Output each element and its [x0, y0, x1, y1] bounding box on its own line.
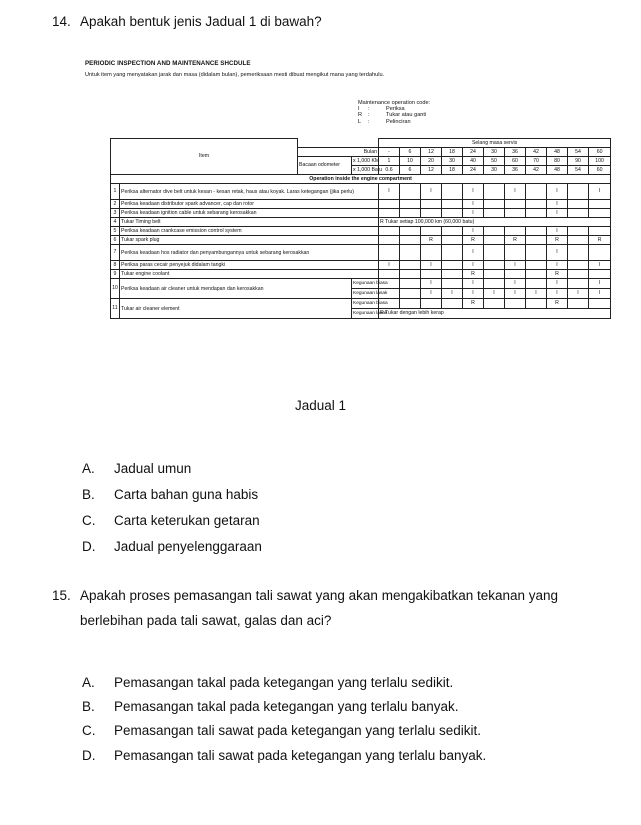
- table-cell: Kegunaan biasa: [352, 299, 379, 309]
- table-cell: [505, 200, 526, 209]
- table-cell: [589, 200, 611, 209]
- table-cell: I: [589, 184, 611, 200]
- table-row: [111, 200, 611, 209]
- table-cell: [400, 261, 421, 270]
- odometer-label: Bacaan odometer: [298, 157, 352, 175]
- table-cell: 3: [111, 209, 120, 218]
- table-cell: [526, 184, 547, 200]
- table-cell: 0.6: [379, 166, 400, 175]
- legend-text: :: [368, 106, 370, 113]
- schedule-title: PERIODIC INSPECTION AND MAINTENANCE SHCDULE: [85, 60, 251, 67]
- table-cell: Kegunaan lasak: [352, 289, 379, 299]
- option-letter: D.: [82, 748, 96, 763]
- table-cell: 50: [484, 157, 505, 166]
- table-caption: Jadual 1: [294, 398, 347, 413]
- table-cell: 1: [379, 157, 400, 166]
- table-cell: 24: [463, 166, 484, 175]
- table-row: [111, 245, 611, 261]
- table-cell: I: [505, 184, 526, 200]
- table-cell: I: [463, 245, 484, 261]
- table-cell: 36: [505, 166, 526, 175]
- table-cell: I: [547, 289, 568, 299]
- table-cell: I: [484, 289, 505, 299]
- table-cell: I: [568, 289, 589, 299]
- table-cell: [442, 279, 463, 289]
- table-cell: I: [463, 184, 484, 200]
- table-cell: x 1,000 KM: [353, 157, 380, 164]
- table-cell: I: [463, 261, 484, 270]
- table-cell: Tukar Timing belt: [120, 218, 379, 227]
- table-cell: Periksa keadaan air cleaner untuk mendapan dan kerosakkan: [120, 279, 352, 299]
- table-row: [111, 279, 611, 289]
- table-cell: [484, 184, 505, 200]
- table-cell: [379, 270, 400, 279]
- table-cell: [484, 227, 505, 236]
- table-cell: 30: [484, 148, 505, 157]
- table-cell: 100: [589, 157, 611, 166]
- table-cell: Tukar air cleaner element: [120, 299, 352, 319]
- table-cell: R: [547, 299, 568, 309]
- question-number: 15.: [52, 588, 71, 603]
- legend-heading: Maintenance operation code:: [358, 100, 431, 106]
- table-cell: 36: [505, 148, 526, 157]
- table-cell: I: [421, 289, 442, 299]
- table-cell: [505, 245, 526, 261]
- table-cell: [421, 200, 442, 209]
- table-cell: [400, 299, 421, 309]
- table-cell: 6: [400, 148, 421, 157]
- table-cell: I: [589, 261, 611, 270]
- option-letter: C.: [82, 723, 96, 738]
- option-text: Carta bahan guna habis: [114, 487, 259, 502]
- table-cell: I: [442, 289, 463, 299]
- option-text: Pemasangan tali sawat pada ketegangan yang terlalu banyak.: [114, 748, 487, 763]
- option-text: Pemasangan tali sawat pada ketegangan yang terlalu sedikit.: [114, 723, 481, 738]
- table-cell: I: [463, 209, 484, 218]
- option-text: Jadual penyelenggaraan: [114, 539, 262, 554]
- table-cell: I: [547, 209, 568, 218]
- table-cell: [589, 209, 611, 218]
- table-cell: 90: [568, 157, 589, 166]
- table-cell: [400, 236, 421, 245]
- table-cell: Tukar spark plug: [120, 236, 379, 245]
- table-cell: 18: [442, 166, 463, 175]
- table-cell: [484, 270, 505, 279]
- table-cell: 24: [463, 148, 484, 157]
- option-letter: B.: [82, 699, 95, 714]
- table-cell: Periksa keadaan hos radiator dan penyambungannya untuk sebarang kerosakkan: [120, 245, 379, 261]
- table-cell: I: [547, 227, 568, 236]
- table-cell: [589, 270, 611, 279]
- table-cell: 60: [505, 157, 526, 166]
- table-cell: 30: [484, 166, 505, 175]
- table-cell: 60: [589, 166, 611, 175]
- table-cell: Periksa keadaan crankcase emission control system: [120, 227, 379, 236]
- table-cell: 6: [111, 236, 120, 245]
- table-row: [111, 261, 611, 270]
- table-cell: [568, 209, 589, 218]
- table-cell: [379, 209, 400, 218]
- table-cell: 4: [111, 218, 120, 227]
- legend-text: :: [368, 112, 370, 119]
- table-cell: [442, 245, 463, 261]
- table-cell: I: [463, 289, 484, 299]
- table-cell: [442, 236, 463, 245]
- table-cell: [400, 227, 421, 236]
- table-cell: [421, 245, 442, 261]
- table-cell: R Tukar dengan lebih kerap: [379, 309, 611, 319]
- question-text: Apakah bentuk jenis Jadual 1 di bawah?: [80, 14, 322, 29]
- table-cell: R: [589, 236, 611, 245]
- table-cell: I: [547, 184, 568, 200]
- table-cell: I: [463, 227, 484, 236]
- table-cell: x 1,000 Batu: [353, 166, 383, 173]
- table-cell: 20: [421, 157, 442, 166]
- table-cell: [568, 236, 589, 245]
- schedule-subtitle: Untuk item yang menyatakan jarak dan masa (didalam bulan), pemeriksaan mesti dibuat mengikut mana yang terdahulu.: [85, 72, 385, 78]
- table-cell: [400, 200, 421, 209]
- table-cell: [526, 270, 547, 279]
- table-cell: I: [589, 279, 611, 289]
- table-cell: [505, 299, 526, 309]
- legend-text: :: [368, 118, 370, 125]
- table-cell: I: [421, 261, 442, 270]
- table-cell: [442, 270, 463, 279]
- table-cell: [526, 261, 547, 270]
- option-text: Pemasangan takal pada ketegangan yang terlalu sedikit.: [114, 675, 454, 690]
- table-cell: R: [505, 236, 526, 245]
- table-cell: [379, 245, 400, 261]
- table-cell: 42: [526, 148, 547, 157]
- table-cell: [484, 261, 505, 270]
- question-number: 14.: [52, 14, 71, 29]
- table-row: [111, 299, 611, 309]
- table-cell: R: [463, 236, 484, 245]
- legend-text: Tukar atau ganti: [386, 112, 427, 119]
- table-cell: I: [547, 245, 568, 261]
- table-cell: R: [547, 270, 568, 279]
- option-letter: C.: [82, 513, 96, 528]
- table-cell: 6: [400, 166, 421, 175]
- table-cell: Tukar engine coolant: [120, 270, 379, 279]
- table-cell: [442, 227, 463, 236]
- table-cell: [421, 299, 442, 309]
- table-cell: [421, 209, 442, 218]
- table-cell: [442, 299, 463, 309]
- table-cell: [526, 209, 547, 218]
- table-cell: [526, 299, 547, 309]
- table-cell: [589, 227, 611, 236]
- option-letter: B.: [82, 487, 95, 502]
- table-cell: [568, 227, 589, 236]
- table-cell: I: [547, 261, 568, 270]
- table-cell: [400, 209, 421, 218]
- table-cell: [442, 209, 463, 218]
- bulan-label: Bulan: [298, 148, 379, 157]
- table-cell: [379, 236, 400, 245]
- table-cell: [568, 245, 589, 261]
- question-text: Apakah proses pemasangan tali sawat yang akan mengakibatkan tekanan yang: [80, 588, 559, 603]
- table-cell: Periksa keadaan ignition cable untuk sebarang kerosakkan: [120, 209, 379, 218]
- table-row: [111, 227, 611, 236]
- table-cell: [526, 200, 547, 209]
- table-cell: R: [463, 270, 484, 279]
- table-cell: [400, 289, 421, 299]
- table-cell: [421, 227, 442, 236]
- table-row: [111, 218, 611, 227]
- legend-text: Periksa: [386, 106, 405, 113]
- table-cell: [379, 200, 400, 209]
- table-cell: [526, 227, 547, 236]
- interval-header: Selang masa servis: [379, 139, 611, 148]
- table-cell: I: [421, 279, 442, 289]
- table-cell: [526, 245, 547, 261]
- table-cell: I: [379, 184, 400, 200]
- table-cell: I: [463, 279, 484, 289]
- table-cell: [568, 184, 589, 200]
- table-cell: [400, 184, 421, 200]
- table-cell: I: [547, 279, 568, 289]
- table-cell: [568, 279, 589, 289]
- table-cell: 42: [526, 166, 547, 175]
- table-cell: R: [547, 236, 568, 245]
- option-letter: A.: [82, 675, 95, 690]
- table-cell: I: [379, 261, 400, 270]
- table-cell: 5: [111, 227, 120, 236]
- legend-text: L: [358, 118, 362, 125]
- table-cell: 80: [547, 157, 568, 166]
- table-cell: 12: [421, 166, 442, 175]
- table-cell: [400, 270, 421, 279]
- table-cell: 1: [111, 184, 120, 200]
- table-cell: 54: [568, 166, 589, 175]
- table-cell: [589, 299, 611, 309]
- table-cell: 10: [111, 279, 120, 299]
- table-cell: R: [463, 299, 484, 309]
- table-cell: I: [505, 261, 526, 270]
- table-cell: [484, 279, 505, 289]
- table-cell: [568, 200, 589, 209]
- table-cell: [442, 184, 463, 200]
- table-cell: 7: [111, 245, 120, 261]
- table-cell: [526, 236, 547, 245]
- option-text: Carta keterukan getaran: [114, 513, 260, 528]
- table-cell: 30: [442, 157, 463, 166]
- table-cell: [400, 279, 421, 289]
- item-header: Item: [111, 139, 298, 175]
- legend-text: Pelinciran: [386, 118, 411, 125]
- table-row: [111, 209, 611, 218]
- table-cell: [442, 200, 463, 209]
- table-cell: 40: [463, 157, 484, 166]
- schedule-table: [110, 138, 611, 319]
- table-cell: [589, 245, 611, 261]
- table-cell: 60: [589, 148, 611, 157]
- table-cell: [421, 270, 442, 279]
- table-cell: 9: [111, 270, 120, 279]
- table-cell: 11: [111, 299, 120, 319]
- table-row: [111, 184, 611, 200]
- table-cell: 2: [111, 200, 120, 209]
- table-cell: [484, 236, 505, 245]
- table-cell: Periksa alternator dive belt untuk kesan - kesan retak, haus atau koyak. Laras ketegangan (jika perlu): [120, 184, 379, 200]
- table-cell: 48: [547, 148, 568, 157]
- table-cell: [442, 261, 463, 270]
- table-cell: [505, 209, 526, 218]
- table-row: [111, 236, 611, 245]
- table-cell: [484, 245, 505, 261]
- option-text: Jadual umun: [114, 461, 192, 476]
- table-row: [111, 270, 611, 279]
- table-cell: Periksa keadaan distributor spark advancer, cap dan rotor: [120, 200, 379, 209]
- table-cell: [484, 200, 505, 209]
- table-cell: [298, 139, 379, 148]
- table-cell: [379, 227, 400, 236]
- table-cell: -: [379, 148, 400, 157]
- table-cell: I: [421, 184, 442, 200]
- table-cell: Kegunaan lasak: [352, 309, 379, 319]
- table-cell: [526, 279, 547, 289]
- table-cell: [568, 261, 589, 270]
- table-cell: 12: [421, 148, 442, 157]
- option-letter: A.: [82, 461, 95, 476]
- section-heading: Operation inside the engine compartment: [111, 175, 611, 184]
- table-cell: [505, 270, 526, 279]
- table-cell: Periksa paras cecair penyejuk didalam tangki: [120, 261, 379, 270]
- table-cell: 54: [568, 148, 589, 157]
- legend-row: [358, 119, 430, 125]
- table-cell: [505, 227, 526, 236]
- table-cell: 10: [400, 157, 421, 166]
- table-cell: I: [463, 200, 484, 209]
- header-row: [111, 139, 611, 148]
- table-cell: I: [505, 289, 526, 299]
- table-cell: [568, 270, 589, 279]
- table-cell: [400, 245, 421, 261]
- table-cell: Kegunaan biasa: [352, 279, 379, 289]
- legend-text: R: [358, 112, 363, 119]
- option-letter: D.: [82, 539, 96, 554]
- table-cell: I: [589, 289, 611, 299]
- option-text: Pemasangan takal pada ketegangan yang terlalu banyak.: [114, 699, 459, 714]
- table-cell: I: [505, 279, 526, 289]
- table-cell: R: [421, 236, 442, 245]
- question-text: berlebihan pada tali sawat, galas dan aci?: [80, 613, 332, 628]
- table-cell: 8: [111, 261, 120, 270]
- section-row: [111, 175, 611, 184]
- legend-text: I: [358, 106, 360, 113]
- table-cell: 70: [526, 157, 547, 166]
- table-cell: [568, 299, 589, 309]
- maintenance-code-legend: [358, 100, 430, 125]
- table-cell: [484, 299, 505, 309]
- table-cell: 18: [442, 148, 463, 157]
- table-cell: I: [526, 289, 547, 299]
- table-cell: R Tukar setiap 100,000 km (60,000 batu): [379, 218, 611, 227]
- table-cell: 48: [547, 166, 568, 175]
- table-cell: I: [547, 200, 568, 209]
- table-cell: [484, 209, 505, 218]
